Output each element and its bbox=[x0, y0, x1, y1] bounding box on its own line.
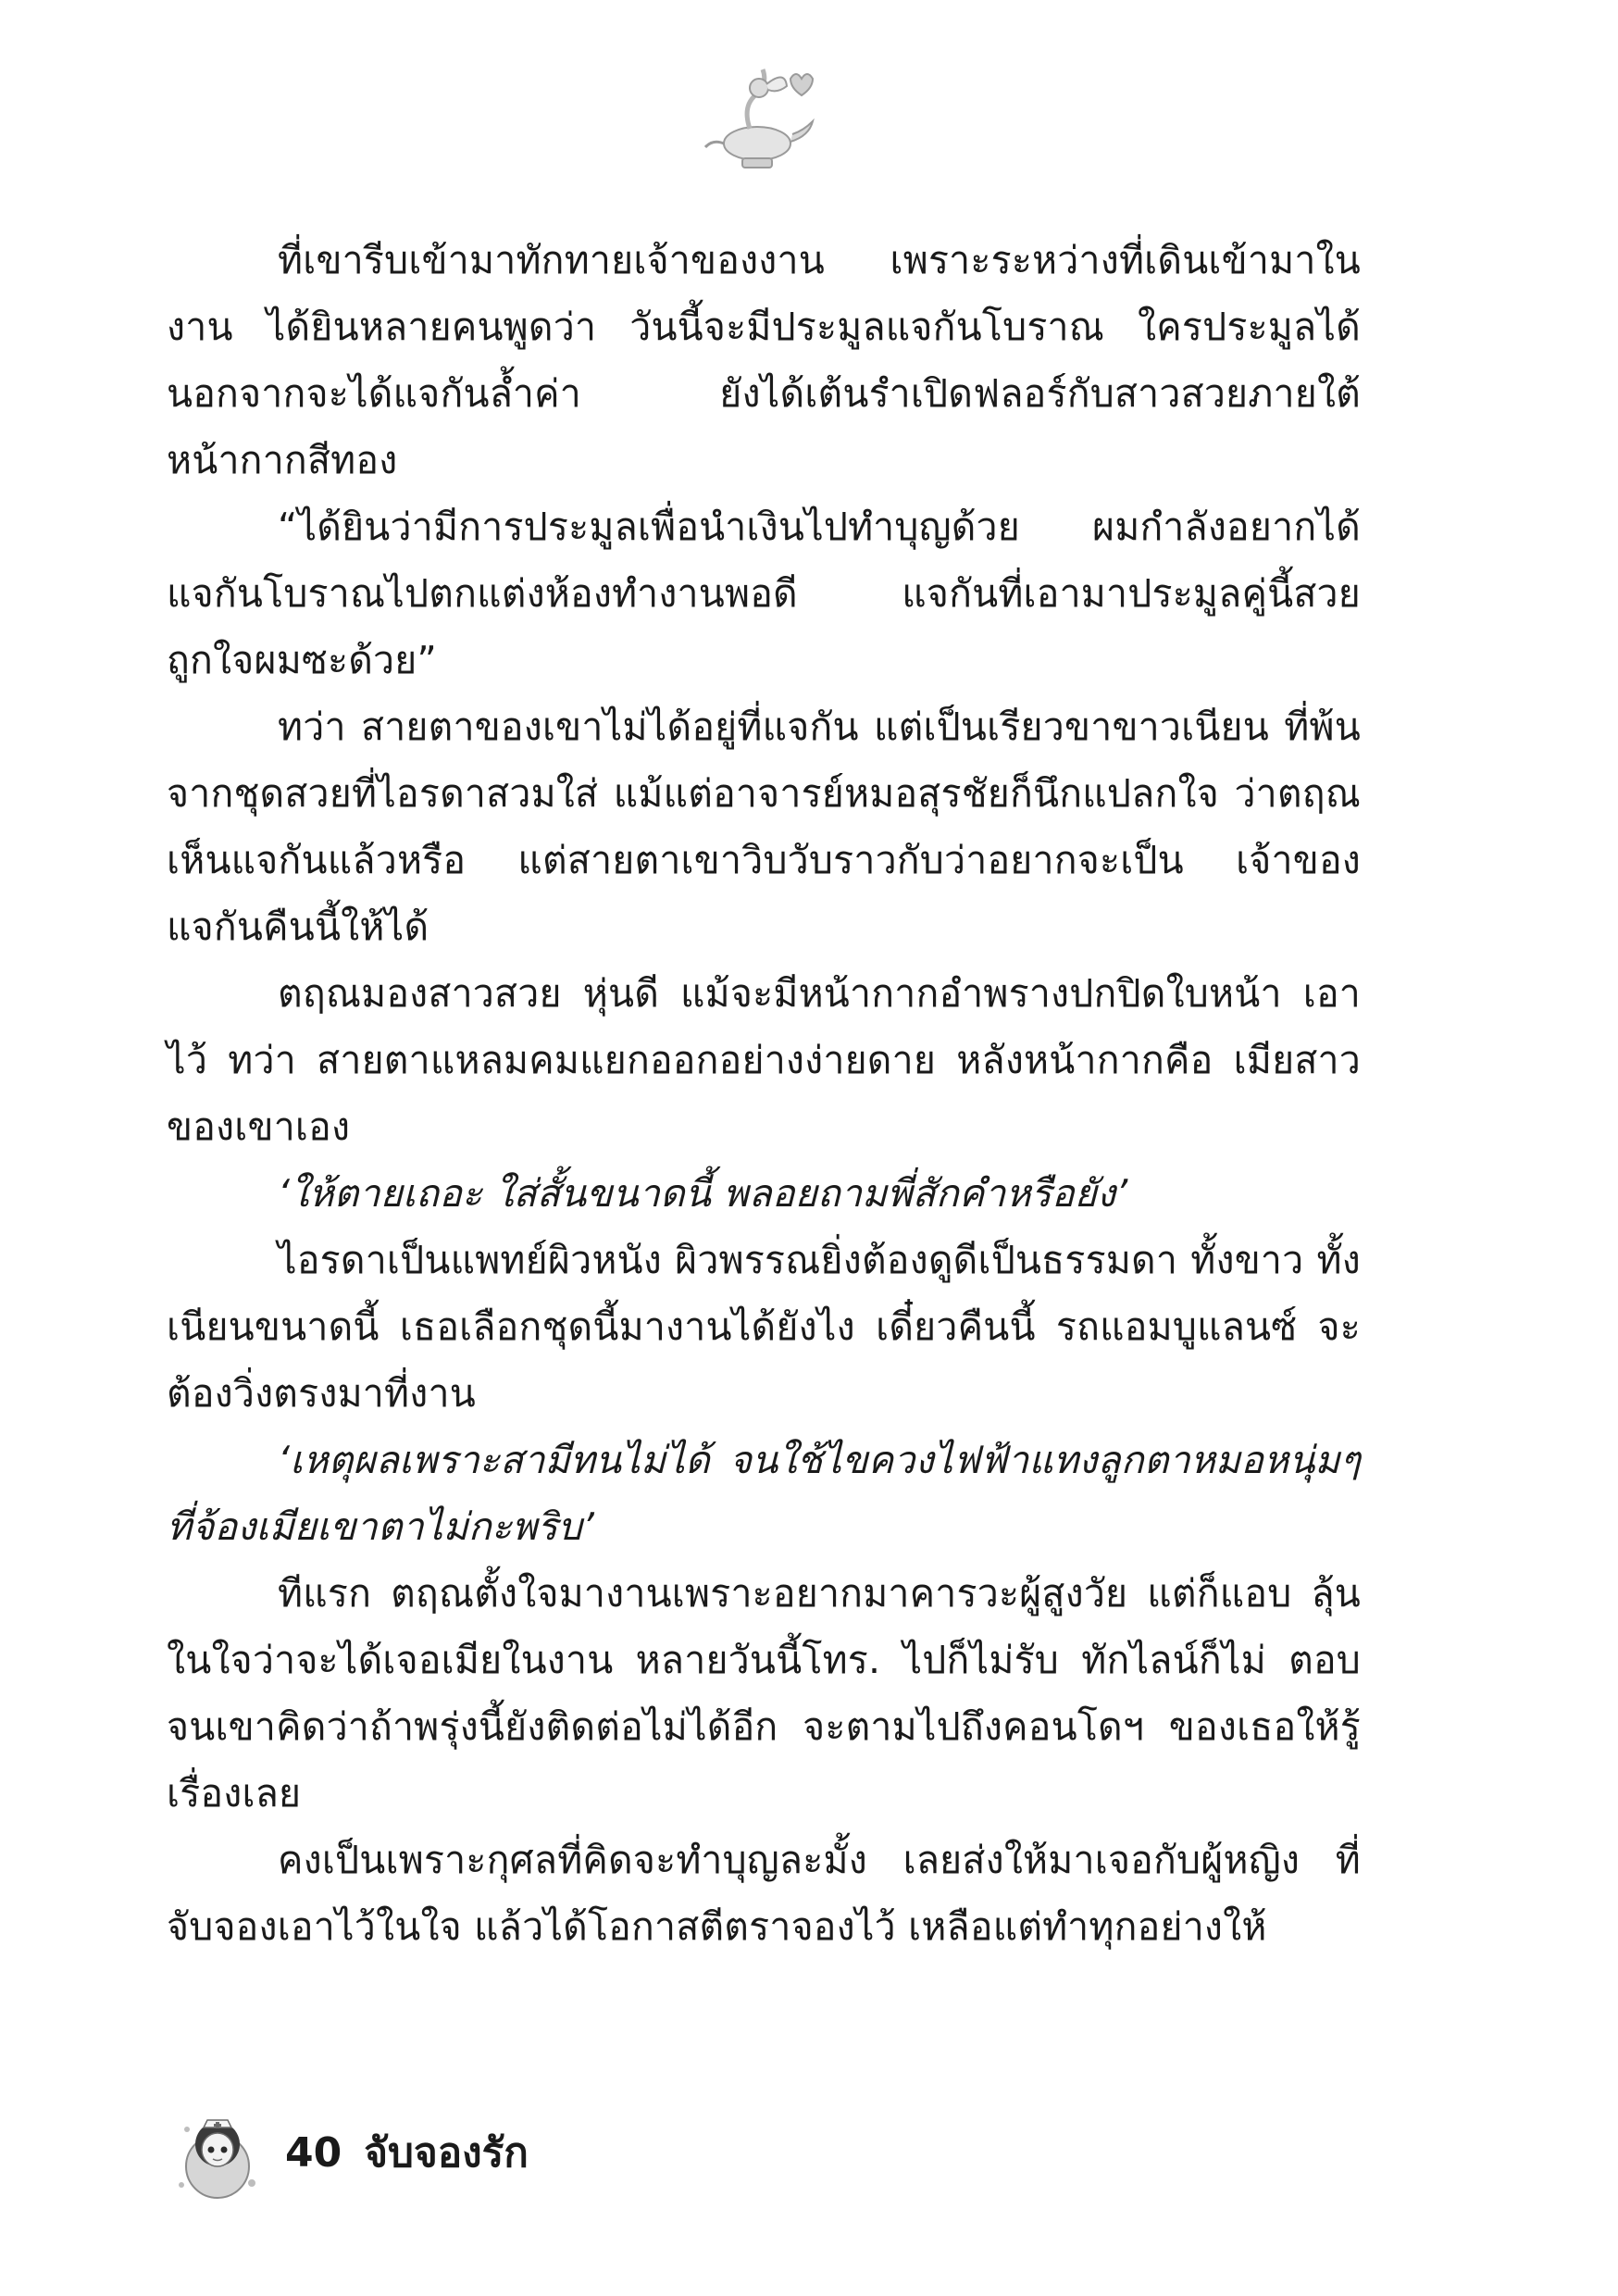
paragraph: ที่เขารีบเข้ามาทักทายเจ้าของงาน เพราะระหว่างที่เดินเข้ามาในงาน ได้ยินหลายคนพูดว่า วันนี้จะมีประมูลแจกันโบราณ ใครประมูลได้ นอกจากจะได้แจกันล้ำค่า ยังได้เต้นรำเปิดฟลอร์กับสาวสวยภายใต้ หน้ากากสีทอง bbox=[167, 238, 1361, 482]
paragraph-italic: ‘เหตุผลเพราะสามีทนไม่ได้ จนใช้ไขควงไฟฟ้าแทงลูกตาหมอหนุ่มๆ ที่จ้องเมียเขาตาไม่กะพริบ’ bbox=[167, 1438, 1361, 1549]
paragraph: ทว่า สายตาของเขาไม่ได้อยู่ที่แจกัน แต่เป็นเรียวขาขาวเนียน ที่พ้นจากชุดสวยที่ไอรดาสวมใส่ แม้แต่อาจารย์หมอสุรชัยก็นึกแปลกใจ ว่าตฤณเห็นแจกันแล้วหรือ แต่สายตาเขาวิบวับราวกับว่าอยากจะเป็น เจ้าของแจกันคืนนี้ให้ได้ bbox=[167, 705, 1361, 949]
paragraph: ไอรดาเป็นแพทย์ผิวหนัง ผิวพรรณยิ่งต้องดูดีเป็นธรรมดา ทั้งขาว ทั้งเนียนขนาดนี้ เธอเลือกชุดนี้มางานได้ยังไง เดี๋ยวคืนนี้ รถแอมบูแลนซ์ จะต้องวิ่งตรงมาที่งาน bbox=[167, 1238, 1361, 1416]
paragraph-italic: ‘ให้ตายเถอะ ใส่สั้นขนาดนี้ พลอยถามพี่สักคำหรือยัง’ bbox=[278, 1171, 1128, 1216]
paragraph: คงเป็นเพราะกุศลที่คิดจะทำบุญละมั้ง เลยส่งให้มาเจอกับผู้หญิง ที่จับจองเอาไว้ในใจ แล้วได้โอกาสตีตราจองไว้ เหลือแต่ทำทุกอย่างให้ bbox=[167, 1838, 1361, 1949]
paragraph: “ได้ยินว่ามีการประมูลเพื่อนำเงินไปทำบุญด้วย ผมกำลังอยากได้ แจกันโบราณไปตกแต่งห้องทำงานพอดี แจกันที่เอามาประมูลคู่นี้สวย ถูกใจผมซะด้วย” bbox=[167, 505, 1361, 682]
page-footer bbox=[167, 2102, 529, 2203]
body-text bbox=[167, 227, 1361, 1960]
cupid-genie-lamp-ornament-icon bbox=[694, 51, 824, 181]
paragraph: ทีแรก ตฤณตั้งใจมางานเพราะอยากมาคารวะผู้สูงวัย แต่ก็แอบ ลุ้นในใจว่าจะได้เจอเมียในงาน หลายวันนี้โทร. ไปก็ไม่รับ ทักไลน์ก็ไม่ ตอบ จนเขาคิดว่าถ้าพรุ่งนี้ยังติดต่อไม่ได้อีก จะตามไปถึงคอนโดฯ ของเธอให้รู้เรื่องเลย bbox=[167, 1571, 1361, 1816]
paragraph: ตฤณมองสาวสวย หุ่นดี แม้จะมีหน้ากากอำพรางปกปิดใบหน้า เอาไว้ ทว่า สายตาแหลมคมแยกออกอย่างง่ายดาย หลังหน้ากากคือ เมียสาวของเขาเอง bbox=[167, 971, 1361, 1149]
nurse-girl-illustration-icon bbox=[167, 2102, 268, 2203]
page-number: 40 bbox=[285, 2128, 342, 2177]
book-title: จับจองรัก bbox=[364, 2129, 529, 2177]
